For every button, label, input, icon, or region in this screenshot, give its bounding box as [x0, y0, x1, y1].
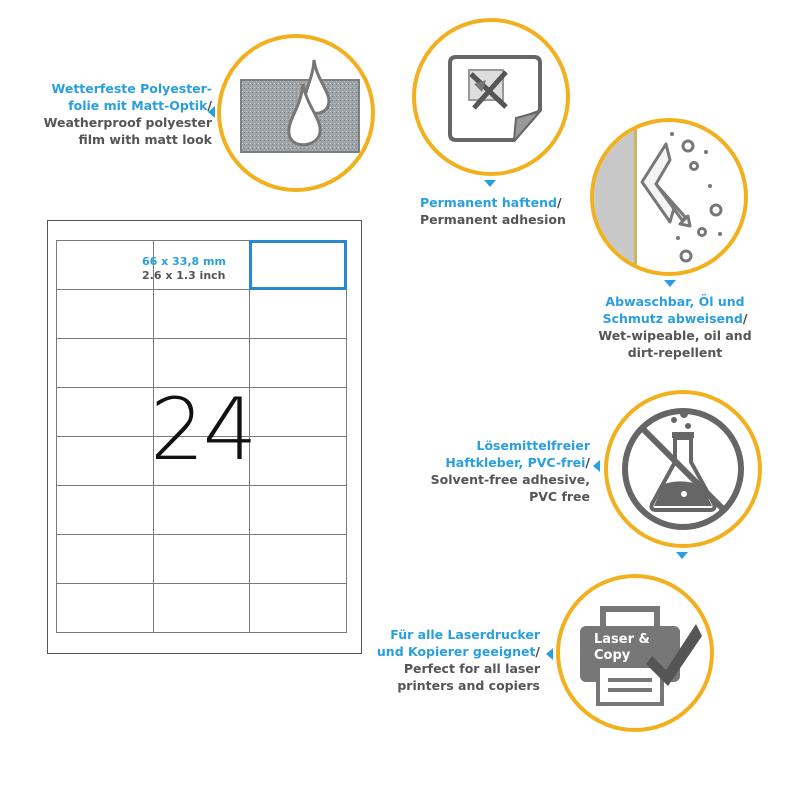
label-cell	[56, 240, 154, 290]
label-cell	[249, 485, 347, 535]
printer-check-icon	[556, 574, 714, 732]
label-cell-highlighted	[249, 240, 347, 290]
water-drops-icon	[217, 34, 375, 192]
feature-solvent-de: Lösemittelfreier Haftkleber, PVC-frei	[445, 438, 590, 470]
label-cell	[56, 387, 154, 437]
pointer-arrow	[546, 648, 553, 660]
laser-line2: Copy	[594, 648, 631, 663]
label-cell	[56, 534, 154, 584]
feature-adhesion-de: Permanent haftend	[420, 195, 557, 210]
feature-weatherproof-de: Wetterfeste Polyester- folie mit Matt-Optik	[51, 81, 212, 113]
label-cell	[56, 338, 154, 388]
label-cell	[153, 534, 251, 584]
label-cell	[249, 387, 347, 437]
label-size-mm: 66 x 33,8 mm	[142, 255, 226, 268]
caption-slash: /	[556, 195, 562, 210]
laser-copy-label	[594, 632, 650, 664]
feature-repellent-caption	[575, 293, 775, 361]
no-solvent-icon	[604, 390, 762, 548]
pointer-arrow	[484, 180, 496, 187]
caption-slash: /	[535, 644, 540, 659]
label-cell	[56, 289, 154, 339]
feature-repellent-de: Abwaschbar, Öl und Schmutz abweisend	[602, 294, 745, 326]
pointer-arrow	[593, 460, 600, 472]
laser-line1: Laser &	[594, 632, 650, 647]
label-cell	[249, 338, 347, 388]
label-cell	[56, 485, 154, 535]
label-cell	[153, 583, 251, 633]
label-cell	[56, 436, 154, 486]
label-cell	[56, 583, 154, 633]
feature-repellent-en: Wet-wipeable, oil and dirt-repellent	[598, 328, 752, 360]
feature-laser-caption	[350, 626, 540, 694]
feature-weatherproof-en: Weatherproof polyester film with matt look	[43, 115, 212, 147]
pointer-arrow	[676, 552, 688, 559]
pointer-arrow	[208, 106, 215, 118]
feature-solvent-en: Solvent-free adhesive, PVC free	[430, 472, 590, 504]
label-size-inch: 2.6 x 1.3 inch	[142, 269, 226, 282]
pointer-arrow	[664, 280, 676, 287]
no-peel-icon	[412, 18, 570, 176]
feature-weatherproof-caption	[22, 80, 212, 148]
label-cell	[249, 583, 347, 633]
label-cell	[249, 436, 347, 486]
caption-slash: /	[207, 98, 212, 113]
feature-laser-de: Für alle Laserdrucker und Kopierer geeignet	[376, 627, 540, 659]
feature-solvent-caption	[410, 437, 590, 505]
label-count: 24	[150, 380, 256, 480]
caption-slash: /	[742, 311, 748, 326]
label-cell	[153, 289, 251, 339]
repel-icon	[590, 118, 748, 276]
label-cell	[249, 289, 347, 339]
label-cell	[153, 485, 251, 535]
label-cell	[249, 534, 347, 584]
feature-laser-en: Perfect for all laser printers and copiers	[397, 661, 540, 693]
feature-adhesion-en: Permanent adhesion	[420, 212, 566, 227]
caption-slash: /	[585, 455, 590, 470]
